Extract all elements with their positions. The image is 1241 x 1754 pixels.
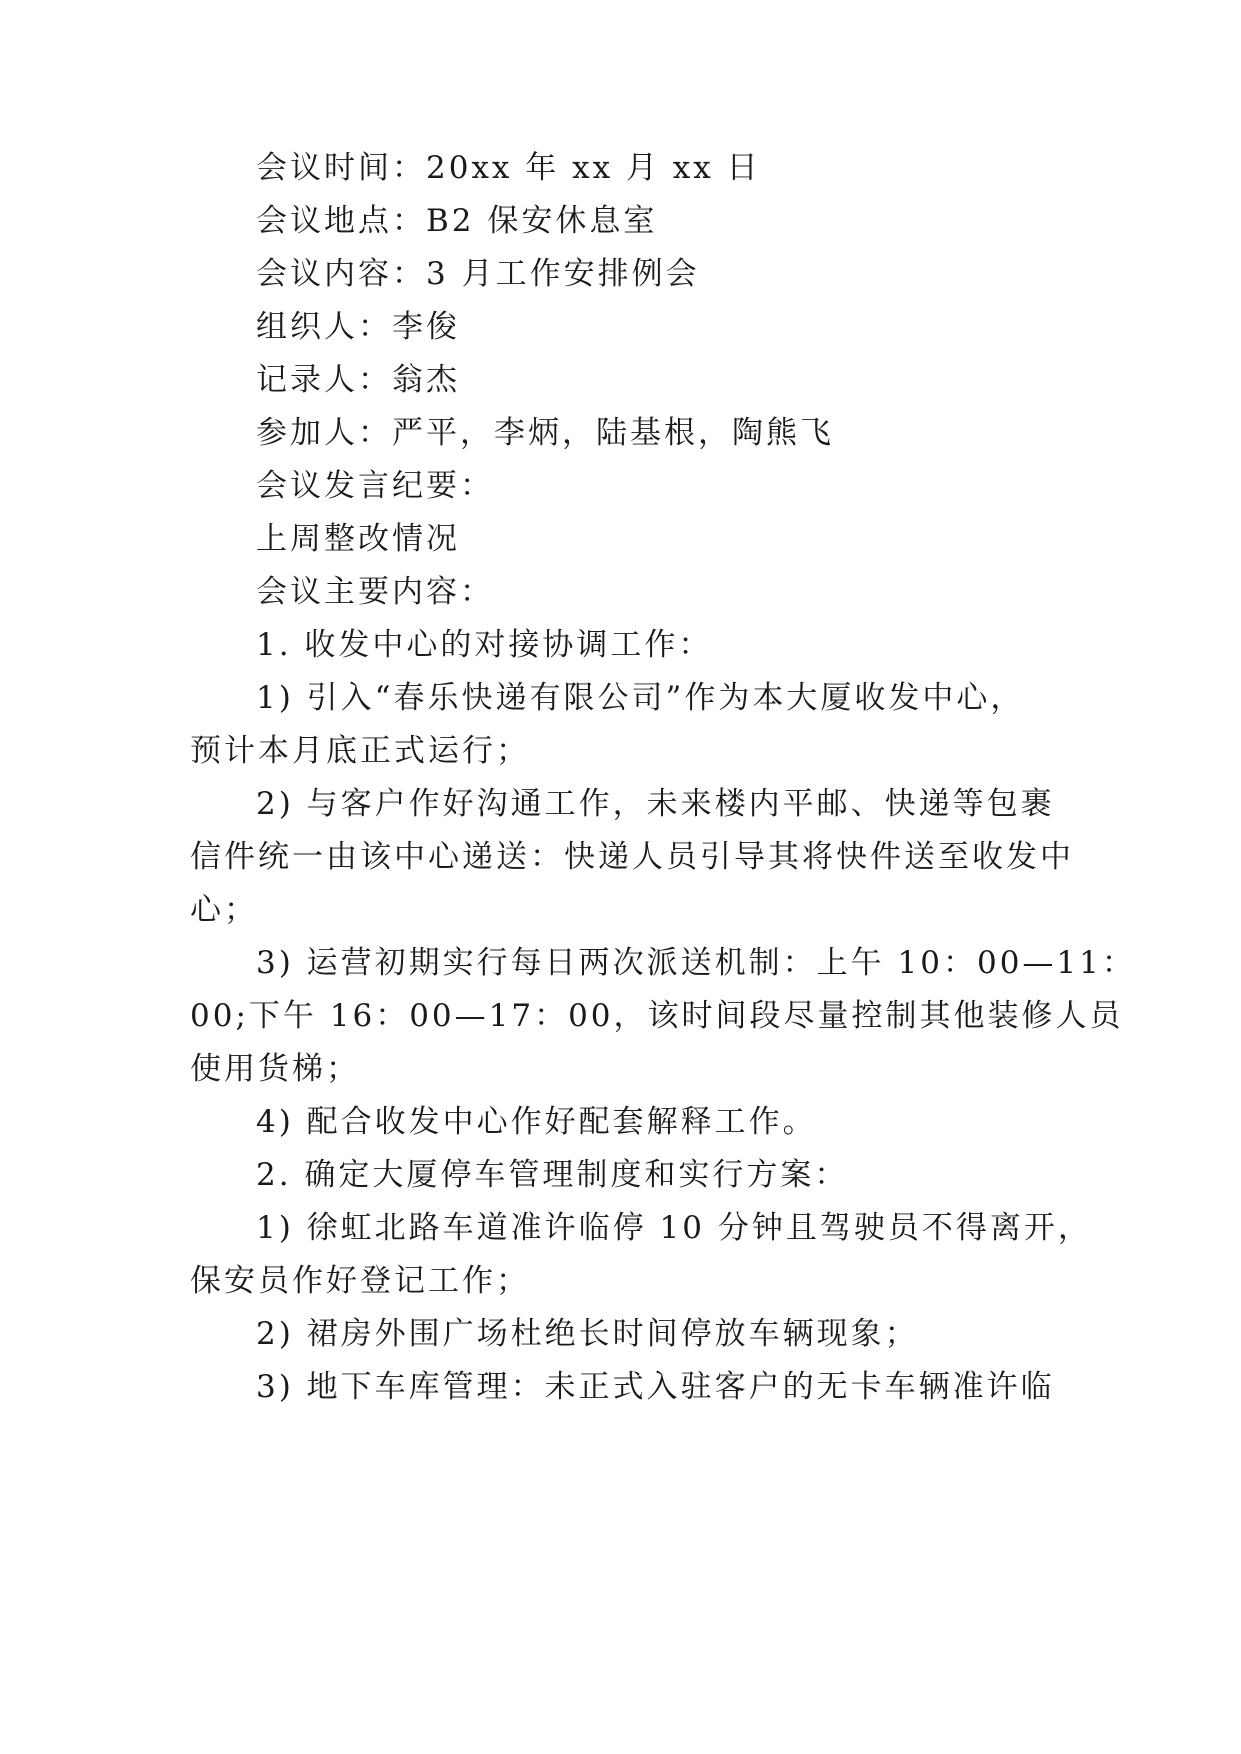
section-1-item-2-line-2: 信件统一由该中心递送：快递人员引导其将快件送至收发中 [190,839,1074,875]
section-1-item-3-line-3: 使用货梯； [190,1051,360,1087]
meeting-time: 会议时间：20xx 年 xx 月 xx 日 [256,150,761,186]
meeting-organizer: 组织人：李俊 [256,309,460,345]
section-1-item-1-line-1: 1) 引入“春乐快递有限公司”作为本大厦收发中心， [256,680,1025,716]
section-1-item-3-line-2: 00;下午 16：00—17：00，该时间段尽量控制其他装修人员 [190,998,1124,1034]
meeting-content: 会议内容：3 月工作安排例会 [256,256,700,292]
section-2-item-2: 2) 裙房外围广场杜绝长时间停放车辆现象； [256,1316,919,1352]
speech-summary-heading: 会议发言纪要： [256,468,494,504]
meeting-participants: 参加人：严平，李炳，陆基根，陶熊飞 [256,415,834,451]
section-1-item-1-line-2: 预计本月底正式运行； [190,733,530,769]
section-2-item-1-line-1: 1) 徐虹北路车道准许临停 10 分钟且驾驶员不得离开， [256,1210,1092,1246]
section-1-title: 1. 收发中心的对接协调工作： [256,627,713,663]
section-2-item-1-line-2: 保安员作好登记工作； [190,1263,530,1299]
section-2-title: 2. 确定大厦停车管理制度和实行方案： [256,1157,849,1193]
section-1-item-2-line-1: 2) 与客户作好沟通工作，未来楼内平邮、快递等包裹 [256,786,1055,822]
meeting-recorder: 记录人：翁杰 [256,362,460,398]
section-1-item-3-line-1: 3) 运营初期实行每日两次派送机制：上午 10：00—11： [256,945,1136,981]
section-1-item-2-line-3: 心； [190,892,258,928]
section-1-item-4: 4) 配合收发中心作好配套解释工作。 [256,1104,817,1140]
section-2-item-3-line-1: 3) 地下车库管理：未正式入驻客户的无卡车辆准许临 [256,1369,1055,1405]
main-content-heading: 会议主要内容： [256,574,494,610]
meeting-location: 会议地点：B2 保安休息室 [256,203,658,239]
last-week-heading: 上周整改情况 [256,521,460,557]
